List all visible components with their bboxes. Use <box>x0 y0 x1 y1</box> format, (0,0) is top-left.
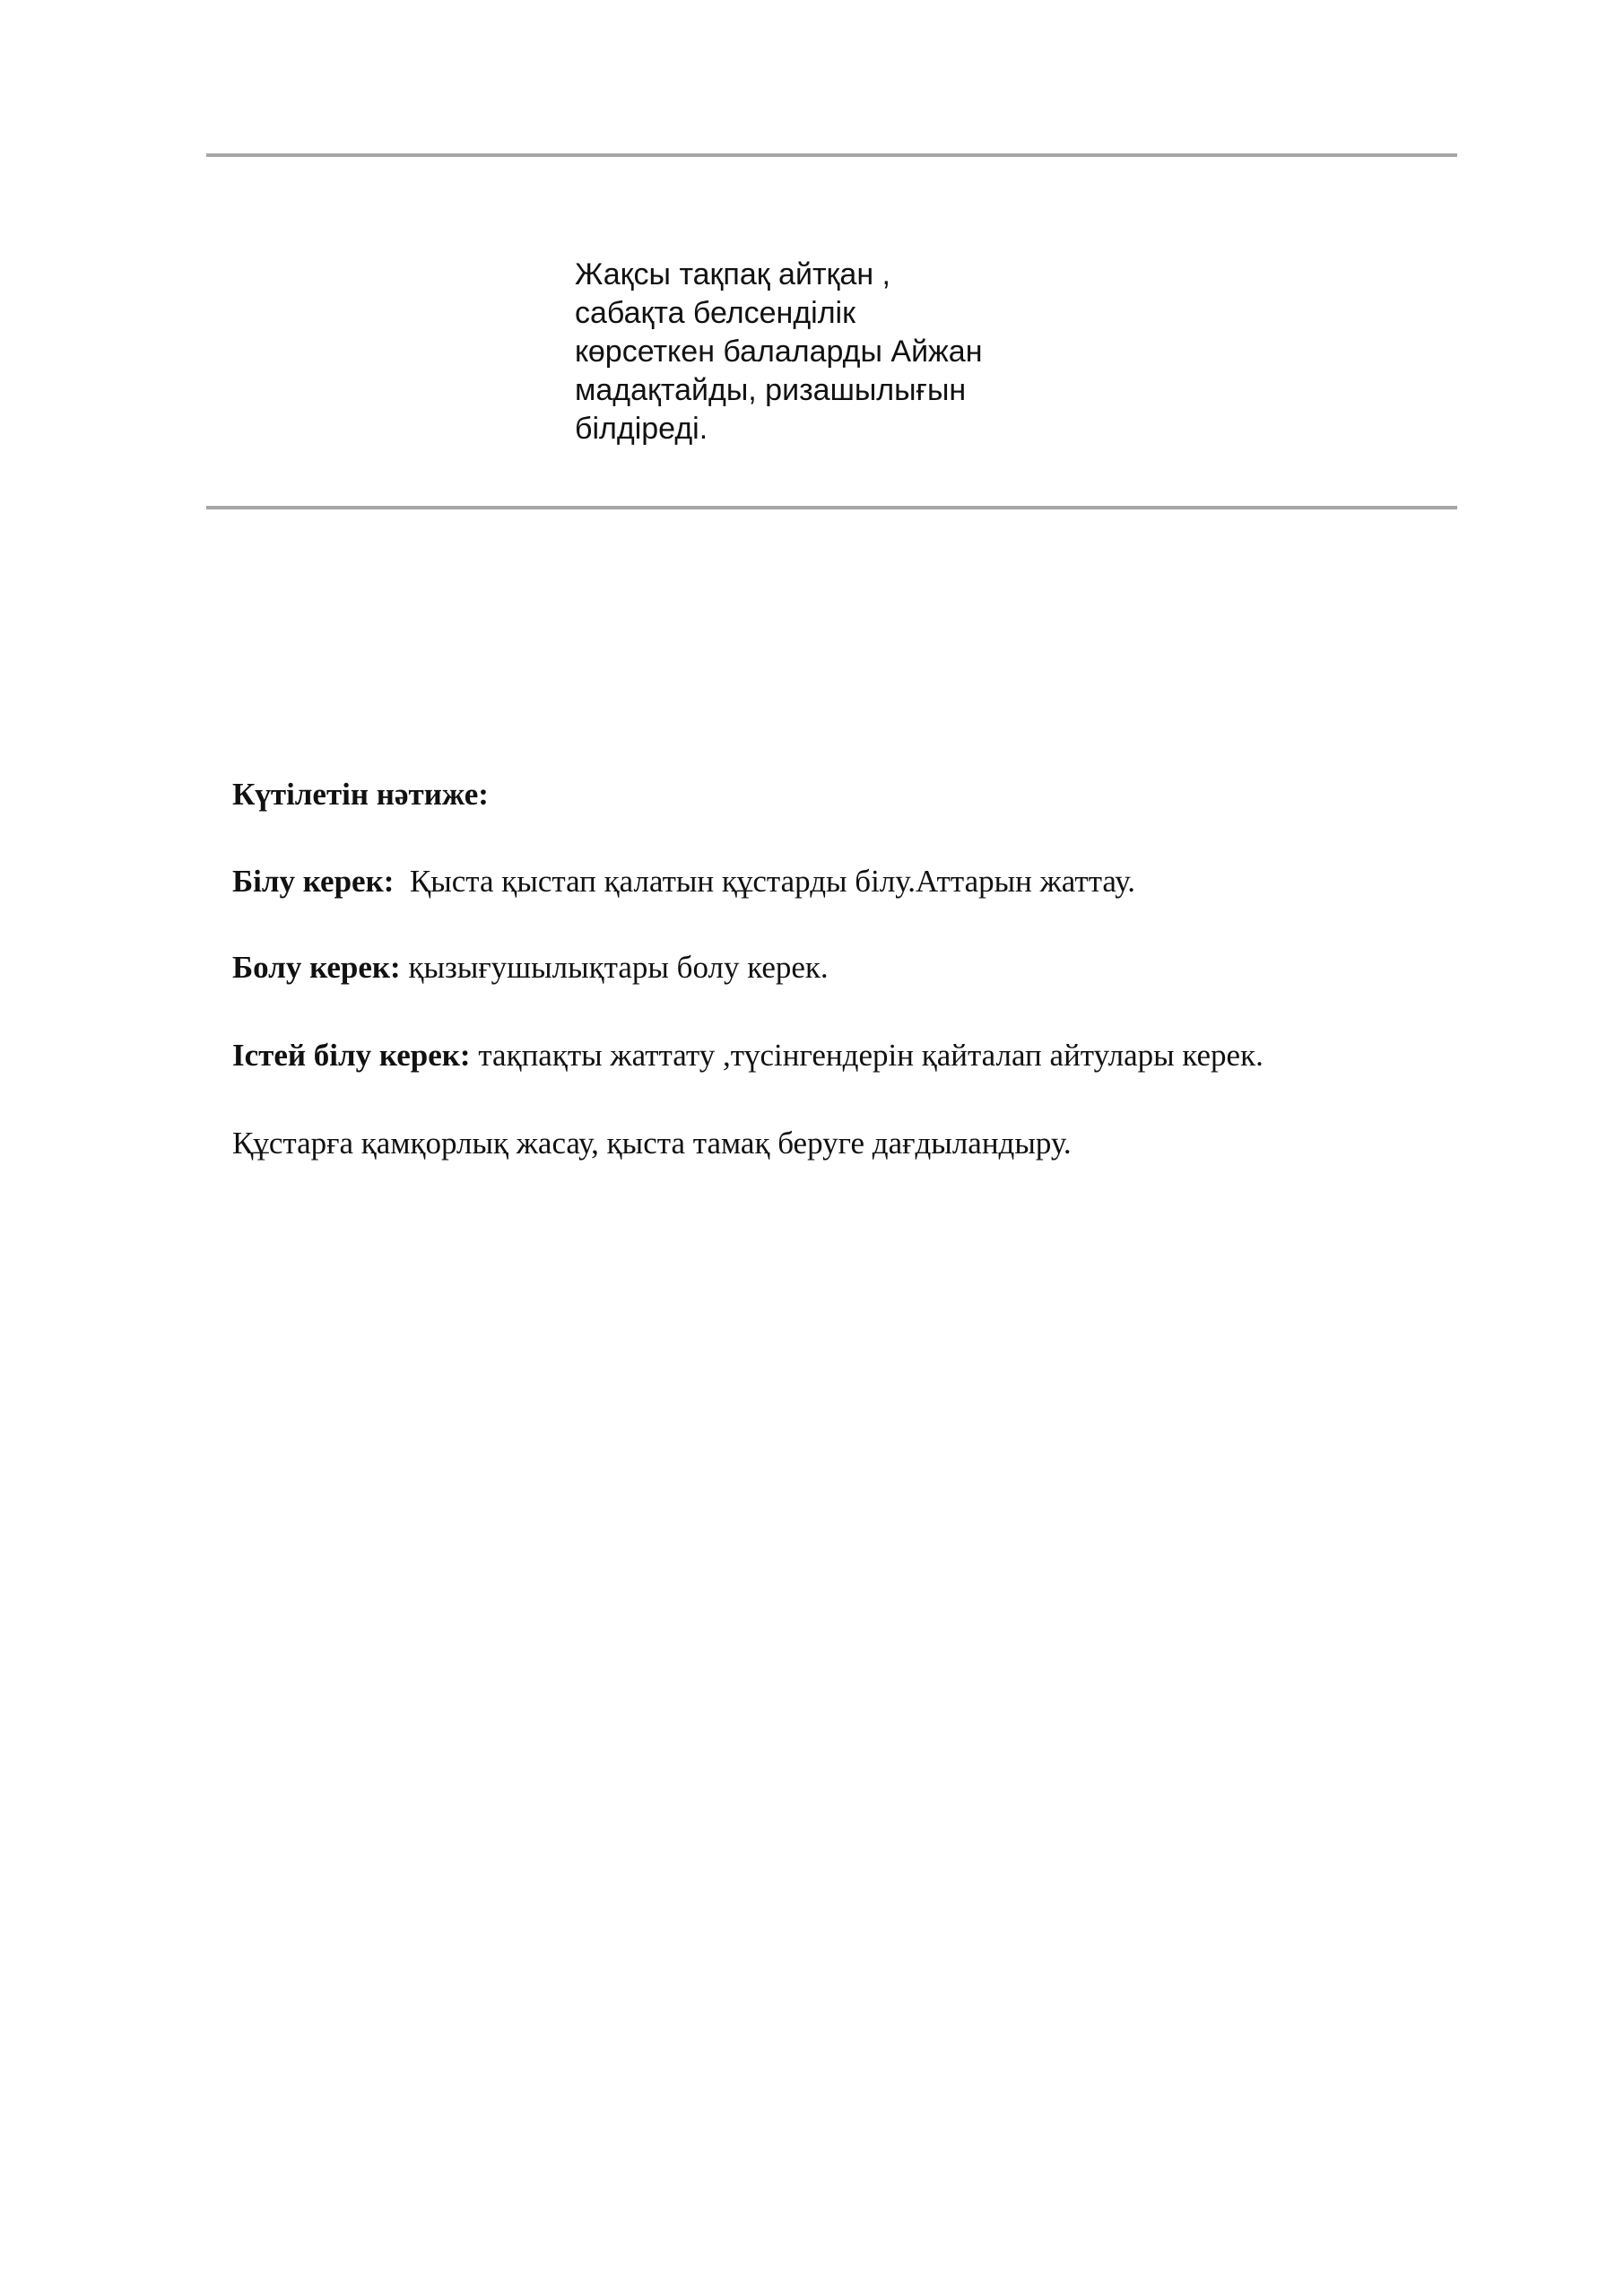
outcome-know-label: Білу керек: <box>232 864 395 899</box>
praise-text-block <box>575 256 1041 448</box>
praise-line-3: көрсеткен балаларды Айжан <box>575 335 983 369</box>
outcome-know <box>232 862 1135 901</box>
outcome-be-label: Болу керек: <box>232 950 401 985</box>
outcome-be-text: қызығушылықтары болу керек. <box>400 950 829 985</box>
outcome-do-text: тақпақты жаттату ,түсінгендерін қайталап айтулары керек. <box>470 1038 1264 1073</box>
outcome-do <box>232 1036 1264 1075</box>
expected-results-heading <box>232 775 489 814</box>
praise-line-4: мадақтайды, ризашылығын <box>575 373 967 407</box>
bottom-divider <box>206 506 1457 509</box>
praise-line-2: сабақта белсенділік <box>575 296 855 330</box>
top-divider <box>206 153 1457 157</box>
outcome-know-text: Қыста қыстап қалатын құстарды білу.Аттарын жаттау. <box>394 864 1135 899</box>
outcome-be <box>232 948 829 987</box>
praise-line-1: Жақсы тақпақ айтқан , <box>575 257 890 291</box>
outcome-care: Құстарға қамқорлық жасау, қыста тамақ беруге дағдыландыру. <box>232 1126 1072 1161</box>
outcome-do-label: Істей білу керек: <box>232 1038 471 1073</box>
praise-line-5: білдіреді. <box>575 412 708 446</box>
expected-results-title: Күтілетін нәтиже: <box>232 777 489 812</box>
